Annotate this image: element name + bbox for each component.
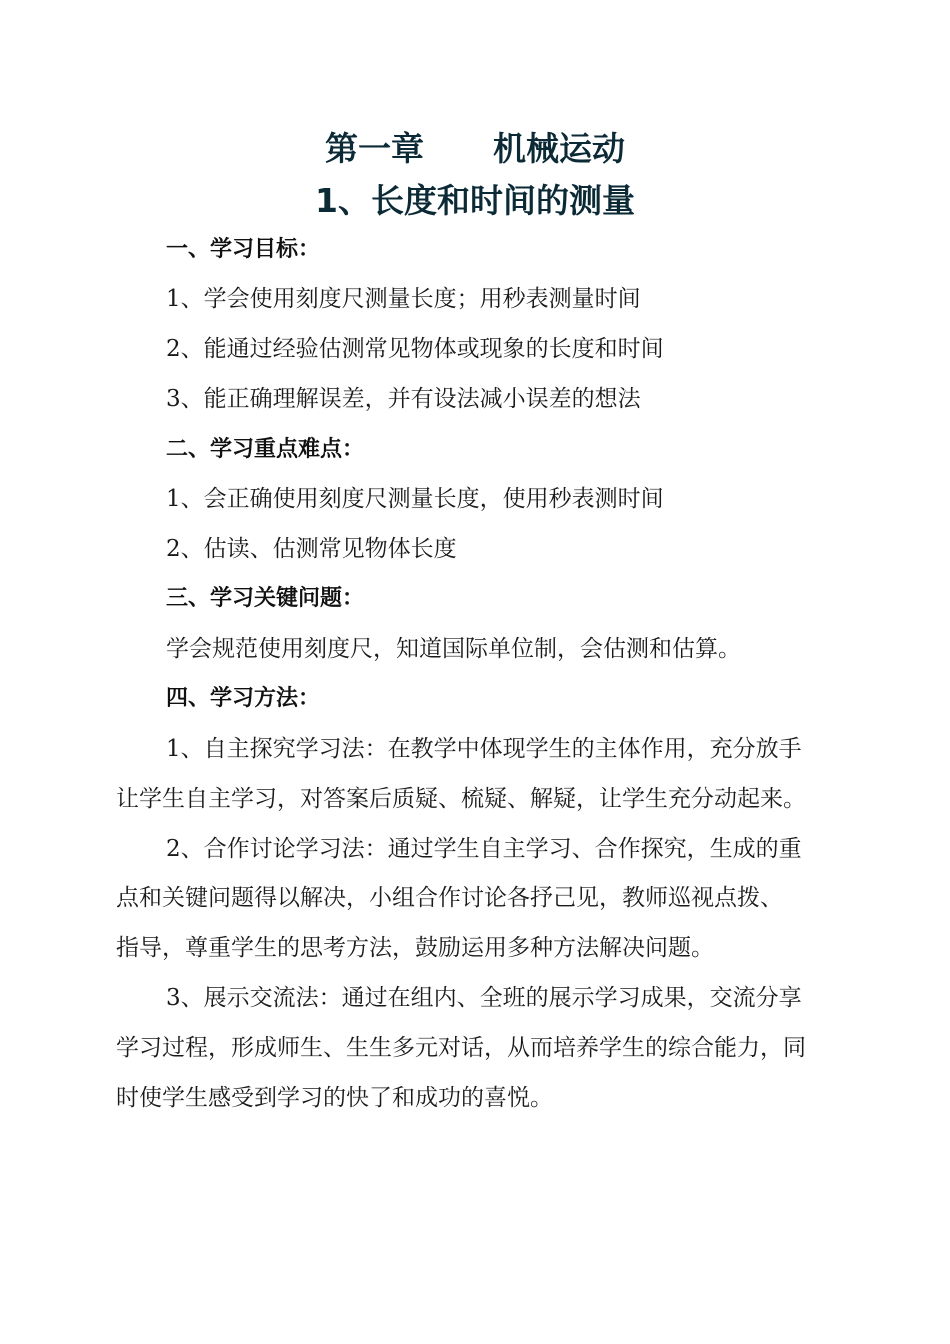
method-1-line-1: 1、自主探究学习法：在教学中体现学生的主体作用，充分放手 [166,736,802,762]
method-1-line-2: 让学生自主学习，对答案后质疑、梳疑、解疑，让学生充分动起来。 [116,786,806,812]
methods-heading: 四、学习方法： [166,686,321,711]
method-3-line-3: 时使学生感受到学习的快了和成功的喜悦。 [116,1085,553,1111]
objective-item: 3、能正确理解误差，并有设法减小误差的想法 [166,386,641,412]
method-3-line-1: 3、展示交流法：通过在组内、全班的展示学习成果，交流分享 [166,985,802,1011]
method-2-line-1: 2、合作讨论学习法：通过学生自主学习、合作探究，生成的重 [166,836,802,862]
objective-item: 2、能通过经验估测常见物体或现象的长度和时间 [166,336,664,362]
objective-item: 1、学会使用刻度尺测量长度；用秒表测量时间 [166,286,641,312]
key-problems-heading: 三、学习关键问题： [166,586,365,611]
key-points-heading: 二、学习重点难点： [166,437,365,462]
method-2-line-2: 点和关键问题得以解决，小组合作讨论各抒己见，教师巡视点拨、 [116,885,783,911]
chapter-title: 第一章 机械运动 [325,129,625,168]
method-2-line-3: 指导，尊重学生的思考方法，鼓励运用多种方法解决问题。 [116,935,714,961]
key-point-item: 1、会正确使用刻度尺测量长度，使用秒表测时间 [166,486,664,512]
section-title: 1、长度和时间的测量 [315,181,635,220]
key-problems-text: 学会规范使用刻度尺，知道国际单位制，会估测和估算。 [166,636,741,662]
method-3-line-2: 学习过程，形成师生、生生多元对话，从而培养学生的综合能力，同 [116,1035,806,1061]
key-point-item: 2、估读、估测常见物体长度 [166,536,457,562]
objectives-heading: 一、学习目标： [166,237,321,262]
